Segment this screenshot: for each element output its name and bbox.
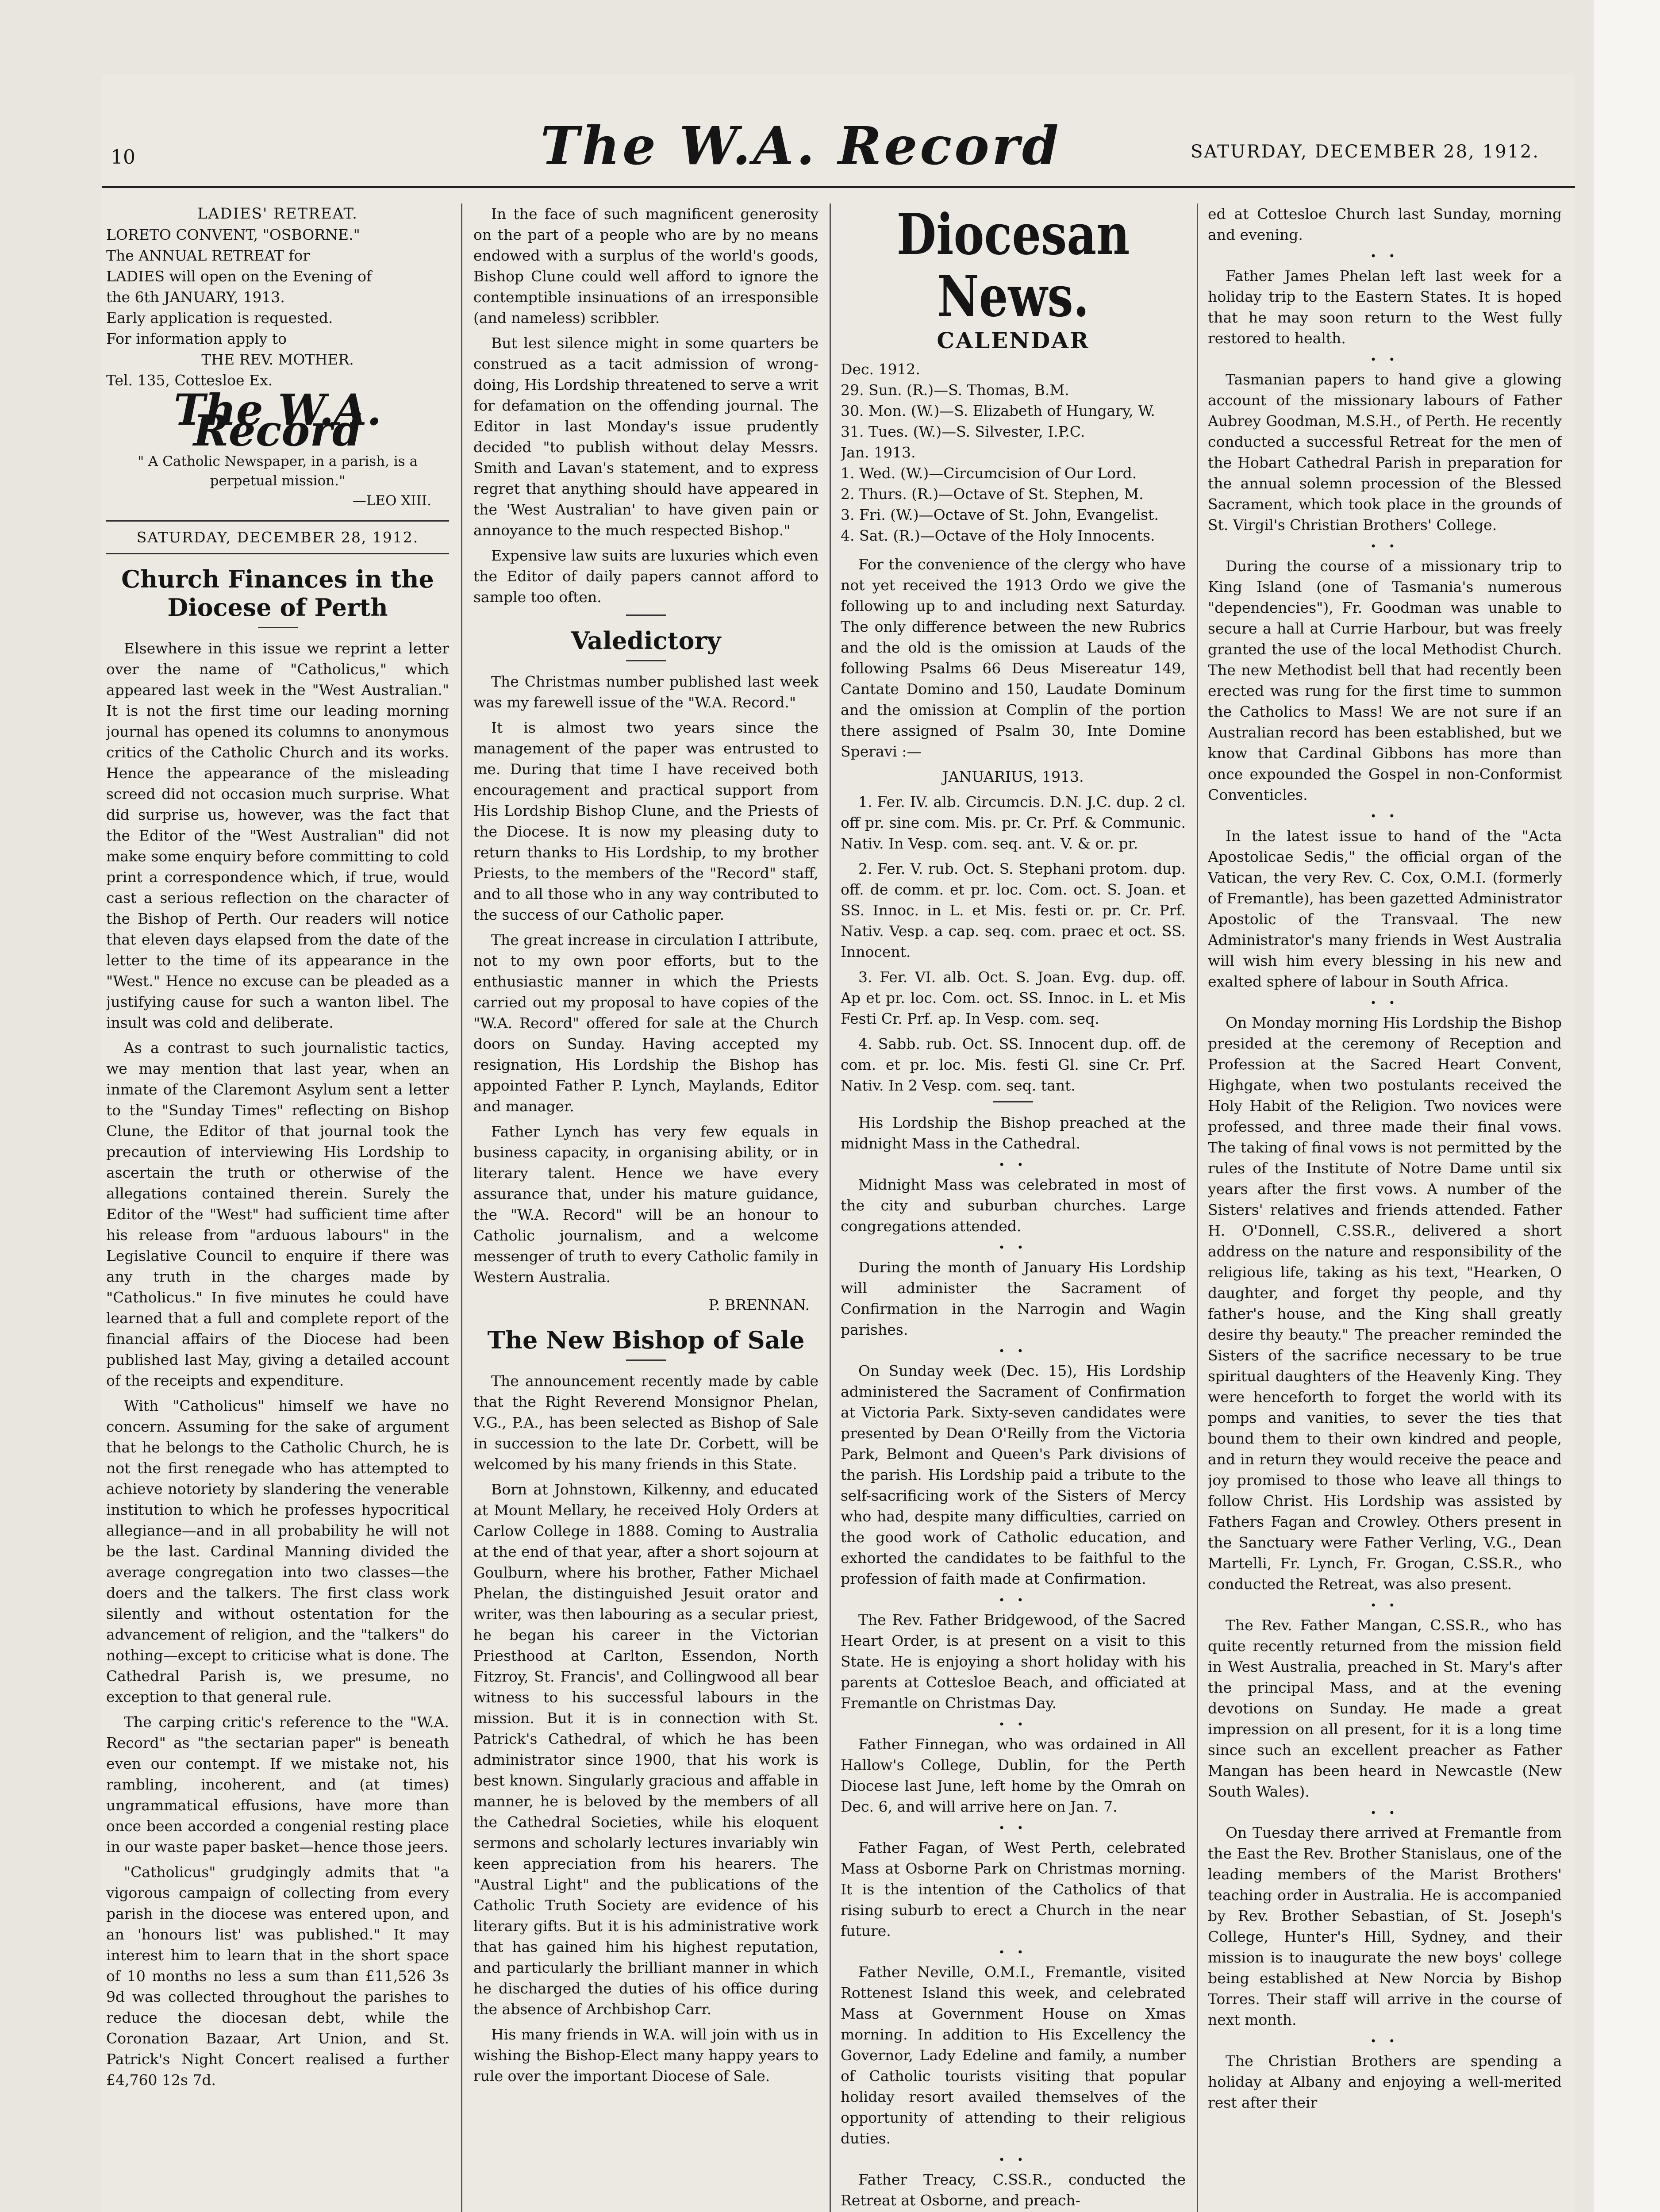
ad-line: Early application is requested. xyxy=(106,309,333,326)
header-date: SATURDAY, DECEMBER 28, 1912. xyxy=(1191,142,1540,162)
ordo-entry: 1. Fer. IV. alb. Circumcis. D.N. J.C. dup. 2 cl. off pr. sine com. Mis. pr. Cr. Prf. & Communic. Nativ. In Vesp. com. seq. ant. V. & or. pr. xyxy=(841,793,1186,852)
separator-ornament: • • xyxy=(999,1822,1028,1834)
separator-ornament: • • xyxy=(999,2154,1028,2166)
calendar-entry: 1. Wed. (W.)—Circumcision of Our Lord. xyxy=(841,465,1137,482)
ad-line: LADIES' RETREAT. xyxy=(197,205,358,223)
editorial-nameplate: The W.A. Record xyxy=(173,385,382,456)
news-item: Father Neville, O.M.I., Fremantle, visited Rottenest Island this week, and celebrated Mass at Government House on Xmas morning. In addition to His Excellency the Governor, Lady Edeline and family, a number of Catholic tourists visiting that popular holiday resort availed themselves of the opportunity of attending to their religious duties. xyxy=(841,1963,1186,2147)
news-item: Tasmanian papers to hand give a glowing account of the missionary labours of Father Aubrey Goodman, M.S.H., of Perth. He recently conducted a successful Retreat for the men of the Hobart Cathedral Parish in preparation for the annual solemn procession of the Blessed Sacrament, which took place in the grounds of St. Virgil's Christian Brothers' College. xyxy=(1208,371,1562,534)
separator-ornament: • • xyxy=(999,1241,1028,1254)
calendar-entry: 4. Sat. (R.)—Octave of the Holy Innocents. xyxy=(841,527,1155,544)
page-header xyxy=(102,115,1575,188)
ad-line: LORETO CONVENT, "OSBORNE." xyxy=(106,226,360,243)
article-paragraph: "Catholicus" grudgingly admits that "a vigorous campaign of collecting from every parish in the diocese was entered upon, and an 'honours list' was published." It may interest him to learn that in the short space of 10 months no less a sum than £11,526 3s 9d was collected throughout the parishes to reduce the diocesan debt, while the Coronation Bazaar, Art Union, and St. Patrick's Night Concert realised a further £4,760 12s 7d. xyxy=(106,1863,449,2089)
calendar-entry: Jan. 1913. xyxy=(841,444,916,461)
column-1 xyxy=(106,204,449,2212)
article-paragraph: The great increase in circulation I attribute, not to my own poor efforts, but to the enthusiastic manner in which the Priests carried out my proposal to have copies of the "W.A. Record" offered for sale at the Church doors on Sunday. Having accepted my resignation, His Lordship the Bishop has appointed Father P. Lynch, Maylands, Editor and manager. xyxy=(473,931,818,1115)
page-number: 10 xyxy=(111,146,135,169)
column-3 xyxy=(841,204,1186,2212)
divider xyxy=(626,1359,666,1361)
news-item: Father Finnegan, who was ordained in All Hallow's College, Dublin, for the Perth Diocese last June, left home by the Omrah on Dec. 6, and will arrive here on Jan. 7. xyxy=(841,1736,1186,1815)
separator-ornament: • • xyxy=(1370,250,1399,262)
ordo-entry: 4. Sabb. rub. Oct. SS. Innocent dup. off. de com. et pr. loc. Mis. festi Gl. sine Cr. Prf. Nativ. In 2 Vesp. com. seq. tant. xyxy=(841,1035,1186,1094)
separator-ornament: • • xyxy=(1370,353,1399,366)
news-item: During the course of a missionary trip to King Island (one of Tasmania's numerous "dependencies"), Fr. Goodman was unable to secure a hall at Currie Harbour, but was freely granted the use of the local Methodist Church. The new Methodist bell that had recently been erected was rung for the first time to summon the Catholics to Mass! We are not sure if an Australian record has been established, but we know that Cardinal Gibbons has more than once expounded the Gospel in non-Conformist Conventicles. xyxy=(1208,557,1562,803)
article-paragraph: As a contrast to such journalistic tactics, we may mention that last year, when an inmate of the Claremont Asylum sent a letter to the "Sunday Times" reflecting on Bishop Clune, the Editor of that journal took the precaution of interviewing His Lordship to ascertain the truth or otherwise of the allegations contained therein. Surely the Editor of the "West" had sufficient time after his release from "arduous labours" in the Legislative Council to enquire if there was any truth in the charges made by "Catholicus." In five minutes he could have learned that a full and complete report of the financial affairs of the Diocese had been published last May, giving a detailed account of the receipts and expenditure. xyxy=(106,1039,449,1389)
divider xyxy=(626,614,666,616)
separator-ornament: • • xyxy=(1370,1599,1399,1612)
separator-ornament: • • xyxy=(999,1946,1028,1959)
news-item: The Christian Brothers are spending a holiday at Albany and enjoying a well-merited rest after their xyxy=(1208,2052,1562,2111)
news-item: The Rev. Father Mangan, C.SS.R., who has quite recently returned from the mission field in West Australia, preached in St. Mary's after the principal Mass, and at the evening devotions on Sunday. He made a great impression on all present, for it is a long time since such an excellent preacher as Father Mangan has been heard in Newcastle (New South Wales). xyxy=(1208,1617,1562,1800)
article-paragraph: It is almost two years since the management of the paper was entrusted to me. During that time I have received both encouragement and practical support from His Lordship Bishop Clune, and the Priests of the Diocese. It is now my pleasing duty to return thanks to His Lordship, to my brother Priests, to the members of the "Record" staff, and to all those who in any way contributed to the success of our Catholic paper. xyxy=(473,719,818,923)
motto-author: —LEO XIII. xyxy=(352,493,431,509)
calendar-entry: 29. Sun. (R.)—S. Thomas, B.M. xyxy=(841,381,1069,399)
news-item: Father Fagan, of West Perth, celebrated Mass at Osborne Park on Christmas morning. It is the intention of the Catholics of that rising suburb to erect a Church in the near future. xyxy=(841,1839,1186,1939)
headline-diocesan-news: Diocesan News. xyxy=(896,204,1130,329)
divider xyxy=(258,627,298,628)
calendar-heading: CALENDAR xyxy=(937,327,1090,353)
calendar-entry: 30. Mon. (W.)—S. Elizabeth of Hungary, W. xyxy=(841,402,1155,419)
article-paragraph: His many friends in W.A. will join with us in wishing the Bishop-Elect many happy years to rule over the important Diocese of Sale. xyxy=(473,2026,818,2085)
motto-quote: " A Catholic Newspaper, in a parish, is a perpetual mission." xyxy=(137,453,418,489)
article-paragraph: Expensive law suits are luxuries which even the Editor of daily papers cannot afford to sample too often. xyxy=(473,547,818,606)
ordo-entry: 2. Fer. V. rub. Oct. S. Stephani protom. dup. off. de comm. et pr. loc. Com. oct. S. Joan. et SS. Innoc. in L. et Mis. festi or. pr. Cr. Prf. Nativ. Vesp. a cap. seq. com. praec et oct. SS. Innocent. xyxy=(841,860,1186,960)
article-paragraph: Born at Johnstown, Kilkenny, and educated at Mount Mellary, he received Holy Orders at Carlow College in 1888. Coming to Australia at the end of that year, after a short sojourn at Goulburn, where his brother, Father Michael Phelan, the distinguished Jesuit orator and writer, was then labouring as a secular priest, he began his career in the Victorian Priesthood at Carlton, Essendon, North Fitzroy, St. Francis', and Collingwood all bear witness to his successful labours in the mission. But it is in connection with St. Patrick's Cathedral, of which he has been administrator since 1900, that his work is best known. Singularly gracious and affable in manner, he is beloved by the members of all the Cathedral Societies, while his eloquent sermons and scholarly lectures invariably win keen appreciation from his hearers. The "Austral Light" and the publications of the Catholic Truth Society are evidence of his literary gifts. But it is his administrative work that has gained him his highest reputation, and particularly the brilliant manner in which he discharged the duties of his office during the absence of Archbishop Carr. xyxy=(473,1481,818,2018)
calendar-entry: Dec. 1912. xyxy=(841,361,920,378)
ad-line: The ANNUAL RETREAT for xyxy=(106,247,310,264)
news-item: During the month of January His Lordship will administer the Sacrament of Confirmation in the Narrogin and Wagin parishes. xyxy=(841,1259,1186,1338)
news-item: ed at Cottesloe Church last Sunday, morning and evening. xyxy=(1208,205,1562,243)
retreat-advertisement xyxy=(106,204,449,391)
calendar-list xyxy=(841,359,1186,546)
news-item: His Lordship the Bishop preached at the midnight Mass in the Cathedral. xyxy=(841,1114,1186,1152)
ad-line: the 6th JANUARY, 1913. xyxy=(106,288,285,306)
article-paragraph: The Christmas number published last week was my farewell issue of the "W.A. Record." xyxy=(473,673,818,711)
column-rule xyxy=(461,204,462,2212)
divider xyxy=(626,660,666,661)
separator-ornament: • • xyxy=(999,1159,1028,1171)
news-item: The Rev. Father Bridgewood, of the Sacred Heart Order, is at present on a visit to this State. He is enjoying a short holiday with his parents at Cottesloe Beach, and officiated at Fremantle on Christmas Day. xyxy=(841,1611,1186,1712)
news-item: On Tuesday there arrived at Fremantle from the East the Rev. Brother Stanislaus, one of the leading members of the Marist Brothers' teaching order in Australia. He is accompanied by Rev. Brother Sebastian, of St. Joseph's College, Hunter's Hill, Sydney, and their mission is to inaugurate the new boys' college being established at New Norcia by Bishop Torres. Their staff will arrive in the course of next month. xyxy=(1208,1824,1562,2028)
article-paragraph: For the convenience of the clergy who have not yet received the 1913 Ordo we give the following up to and including next Saturday. The only difference between the new Rubrics and the old is the omission at Lauds of the following Psalms 66 Deus Misereatur 149, Cantate Domino and 150, Laudate Dominum and the omission at Complin of the portion there assigned of Psalm 30, Inte Domine Speravi :— xyxy=(841,556,1186,760)
article-paragraph: With "Catholicus" himself we have no concern. Assuming for the sake of argument that he belongs to the Catholic Church, he is not the first renegade who has attempted to achieve notoriety by slandering the venerable institution to which he professes hypocritical allegiance—and in all probability he will not be the last. Cardinal Manning divided the average congregation into two classes—the doers and the talkers. The first class work silently and without ostentation for the advancement of religion, and the "talkers" do nothing—except to criticise what is done. The Cathedral Parish is, we presume, no exception to that general rule. xyxy=(106,1397,449,1705)
ad-line: For information apply to xyxy=(106,330,287,347)
headline-valedictory: Valedictory xyxy=(571,626,721,655)
news-item: On Sunday week (Dec. 15), His Lordship administered the Sacrament of Confirmation at Victoria Park. Sixty-seven candidates were presented by Dean O'Reilly from the Victoria Park, Belmont and Queen's Park divisions of the parish. His Lordship paid a tribute to the self-sacrificing work of the Sisters of Mercy who had, despite many difficulties, carried on the good work of Catholic education, and exhorted the candidates to be faithful to the profession of faith made at Confirmation. xyxy=(841,1362,1186,1587)
article-paragraph: Elsewhere in this issue we reprint a letter over the name of "Catholicus," which appeared last week in the "West Australian." It is not the first time our leading morning journal has opened its columns to anonymous critics of the Catholic Church and its works. Hence the appearance of the misleading screed did not occasion much surprise. What did surprise us, however, was the fact that the Editor of the "West Australian" did not make some enquiry before committing to cold print a correspondence which, if true, would cast a serious reflection on the character of the Bishop of Perth. Our readers will notice that eleven days elapsed from the date of the letter to the time of its appearance in the "West." Hence no excuse can be pleaded as a justifying cause for such a wanton libel. The insult was cold and deliberate. xyxy=(106,640,449,1031)
news-item: Midnight Mass was celebrated in most of the city and suburban churches. Large congregations attended. xyxy=(841,1176,1186,1235)
article-paragraph: But lest silence might in some quarters be construed as a tacit admission of wrong-doing, His Lordship threatened to serve a writ for defamation on the offending journal. The Editor in last Monday's issue prudently decided "to publish without delay Messrs. Smith and Lavan's statement, and to express regret that anything should have appeared in the 'West Australian' to have given pain or annoyance to the much respected Bishop." xyxy=(473,334,818,539)
editorial-date: SATURDAY, DECEMBER 28, 1912. xyxy=(106,520,449,554)
article-paragraph: The carping critic's reference to the "W.A. Record" as "the sectarian paper" is beneath even our contempt. If we mistake not, his rambling, incoherent, and (at times) ungrammatical effusions, have more than once been accorded a congenial resting place in our waste paper basket—hence those jeers. xyxy=(106,1713,449,1855)
scan-margin xyxy=(1594,0,1660,2212)
article-paragraph: Father Lynch has very few equals in business capacity, in organising ability, or in literary talent. Hence we have every assurance that, under his mature guidance, the "W.A. Record" will be an honour to Catholic journalism, and a welcome messenger of truth to every Catholic family in Western Australia. xyxy=(473,1123,818,1286)
signature: P. BRENNAN. xyxy=(708,1296,810,1313)
calendar-entry: 2. Thurs. (R.)—Octave of St. Stephen, M. xyxy=(841,485,1144,503)
news-item: Father James Phelan left last week for a holiday trip to the Eastern States. It is hoped that he may soon return to the West fully restored to health. xyxy=(1208,267,1562,347)
newspaper-page xyxy=(102,75,1575,2212)
column-4 xyxy=(1208,204,1562,2212)
ad-line: Tel. 135, Cottesloe Ex. xyxy=(106,372,273,389)
headline-bishop-of-sale: The New Bishop of Sale xyxy=(487,1326,805,1354)
news-item: In the latest issue to hand of the "Acta Apostolicae Sedis," the official organ of the Vatican, the very Rev. C. Cox, O.M.I. (formerly of Fremantle), has been gazetted Administrator Apostolic of the Transvaal. The new Administrator's many friends in West Australia will wish him every blessing in his new and exalted sphere of labour in South Africa. xyxy=(1208,827,1562,990)
calendar-entry: 31. Tues. (W.)—S. Silvester, I.P.C. xyxy=(841,423,1085,440)
column-rule xyxy=(830,204,831,2212)
ad-line: LADIES will open on the Evening of xyxy=(106,268,372,285)
separator-ornament: • • xyxy=(1370,810,1399,822)
separator-ornament: • • xyxy=(999,1594,1028,1606)
news-item: On Monday morning His Lordship the Bishop presided at the ceremony of Reception and Profession at the Sacred Heart Convent, Highgate, when two postulants received the Holy Habit of the Religion. Two novices were professed, and three made their final vows. The taking of final vows is not permitted by the rules of the Institute of Notre Dame until six years after the first vows. A number of the Sisters' relatives and friends attended. Father H. O'Donnell, C.SS.R., delivered a short address on the nature and responsibility of the religious life, taking as his text, "Hearken, O daughter, and forget thy people, and thy father's house, and the King shall greatly desire thy beauty." The preacher reminded the Sisters of the sacrifice necessary to be true spiritual daughters of the Heavenly King. They were henceforth to forget the world with its pomps and vanities, to sever the ties that bound them to their own kindred and people, and in return they would receive the peace and joy promised to those who leave all things to follow Christ. His Lordship was assisted by Fathers Fagan and Crowley. Others present in the Sanctuary were Father Verling, V.G., Dean Martelli, Fr. Lynch, Fr. Grogan, C.SS.R., who conducted the Retreat, was also present. xyxy=(1208,1014,1562,1593)
column-rule xyxy=(1197,204,1198,2212)
article-paragraph: In the face of such magnificent generosity on the part of a people who are by no means endowed with a surplus of the world's goods, Bishop Clune could well afford to ignore the contemptible insinuations of an irresponsible (and nameless) scribbler. xyxy=(473,205,818,326)
ordo-entry: 3. Fer. VI. alb. Oct. S. Joan. Evg. dup. off. Ap et pr. loc. Com. oct. SS. Innoc. in L. et Mis Festi Cr. Prf. ap. In Vesp. com. seq. xyxy=(841,968,1186,1027)
news-item: Father Treacy, C.SS.R., conducted the Retreat at Osborne, and preach- xyxy=(841,2171,1186,2209)
article-paragraph: The announcement recently made by cable that the Right Reverend Monsignor Phelan, V.G., P.A., has been selected as Bishop of Sale in succession to the late Dr. Corbett, will be welcomed by his many friends in this State. xyxy=(473,1372,818,1473)
divider xyxy=(993,1101,1033,1102)
separator-ornament: • • xyxy=(1370,1807,1399,1819)
column-2 xyxy=(473,204,818,2212)
ordo-heading: JANUARIUS, 1913. xyxy=(942,768,1084,785)
ad-line: THE REV. MOTHER. xyxy=(201,351,354,368)
separator-ornament: • • xyxy=(999,1718,1028,1731)
separator-ornament: • • xyxy=(999,1345,1028,1357)
separator-ornament: • • xyxy=(1370,997,1399,1009)
calendar-entry: 3. Fri. (W.)—Octave of St. John, Evangelist. xyxy=(841,506,1159,523)
separator-ornament: • • xyxy=(1370,540,1399,553)
masthead: The W.A. Record xyxy=(540,115,1061,177)
headline-church-finances: Church Finances in the Diocese of Perth xyxy=(121,565,434,622)
separator-ornament: • • xyxy=(1370,2035,1399,2047)
